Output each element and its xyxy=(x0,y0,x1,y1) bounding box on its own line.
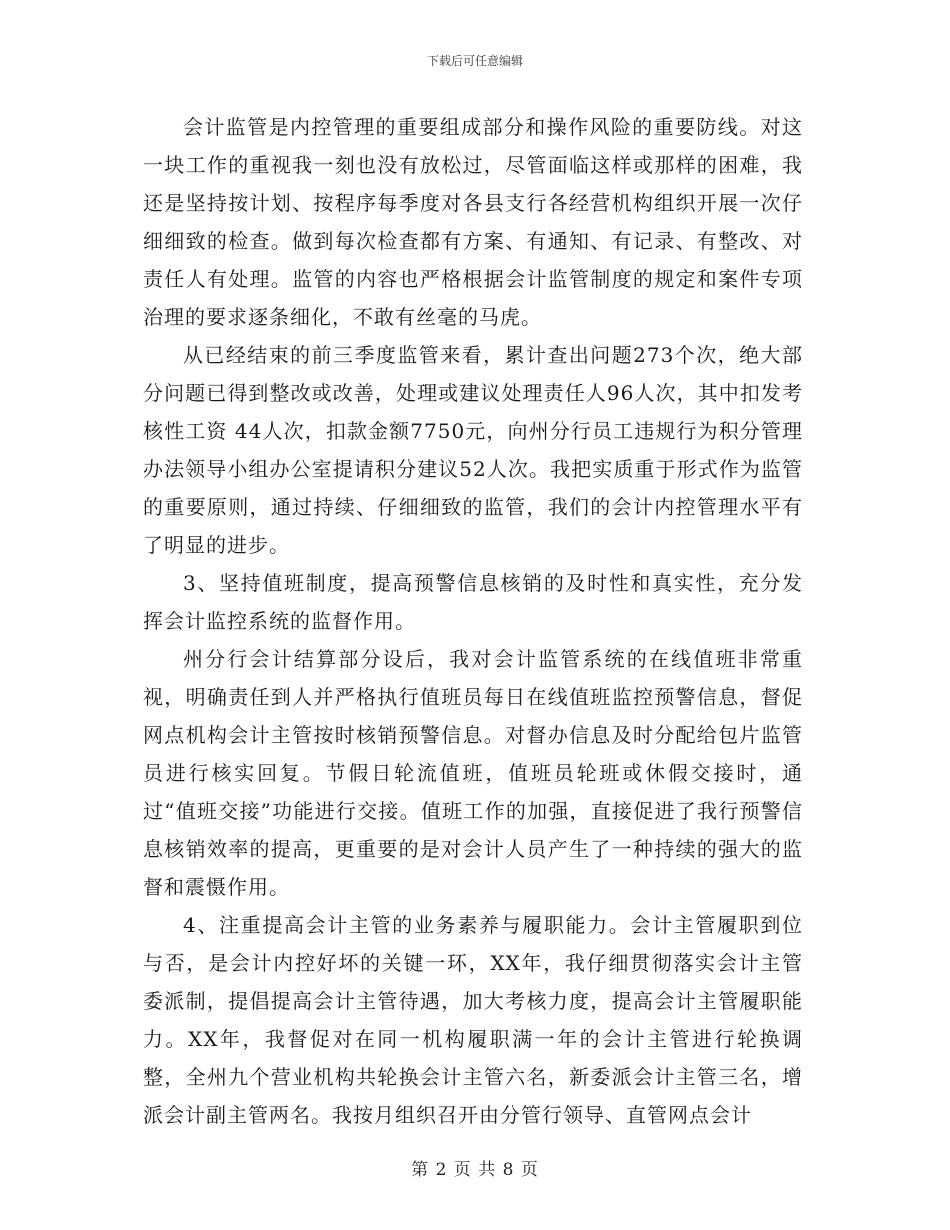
paragraph: 会计监管是内控管理的重要组成部分和操作风险的重要防线。对这一块工作的重视我一刻也没有放松过，尽管面临这样或那样的困难，我还是坚持按计划、按程序每季度对各县支行各经营机构组织开展一次仔细细致的检查。做到每次检查都有方案、有通知、有记录、有整改、对责任人有处理。监管的内容也严格根据会计监管制度的规定和案件专项治理的要求逐条细化，不敢有丝毫的马虎。 xyxy=(143,115,803,329)
page-header: 下载后可任意编辑 xyxy=(426,54,523,68)
paragraph: 3、坚持值班制度，提高预警信息核销的及时性和真实性，充分发挥会计监控系统的监督作用。 xyxy=(143,571,803,633)
paragraph: 州分行会计结算部分设后，我对会计监管系统的在线值班非常重视，明确责任到人并严格执行值班员每日在线值班监控预警信息，督促网点机构会计主管按时核销预警信息。对督办信息及时分配给包片监管员进行核实回复。节假日轮流值班，值班员轮班或休假交接时，通过“值班交接”功能进行交接。值班工作的加强，直接促进了我行预警信息核销效率的提高，更重要的是对会计人员产生了一种持续的强大的监督和震慑作用。 xyxy=(143,647,803,899)
document-body xyxy=(143,108,803,1134)
page-number: 第 2 页 共 8 页 xyxy=(411,1160,539,1180)
paragraph: 从已经结束的前三季度监管来看，累计查出问题273个次，绝大部分问题已得到整改或改善，处理或建议处理责任人96人次，其中扣发考核性工资 44人次，扣款金额7750元，向州分行员工违规行为积分管理办法领导小组办公室提请积分建议52人次。我把实质重于形式作为监管的重要原则，通过持续、仔细细致的监管，我们的会计内控管理水平有了明显的进步。 xyxy=(143,343,803,557)
paragraph: 4、注重提高会计主管的业务素养与履职能力。会计主管履职到位与否，是会计内控好坏的关键一环，XX年，我仔细贯彻落实会计主管委派制，提倡提高会计主管待遇，加大考核力度，提高会计主管履职能力。XX年，我督促对在同一机构履职满一年的会计主管进行轮换调整，全州九个营业机构共轮换会计主管六名，新委派会计主管三名，增派会计副主管两名。我按月组织召开由分管行领导、直管网点会计 xyxy=(143,913,803,1127)
